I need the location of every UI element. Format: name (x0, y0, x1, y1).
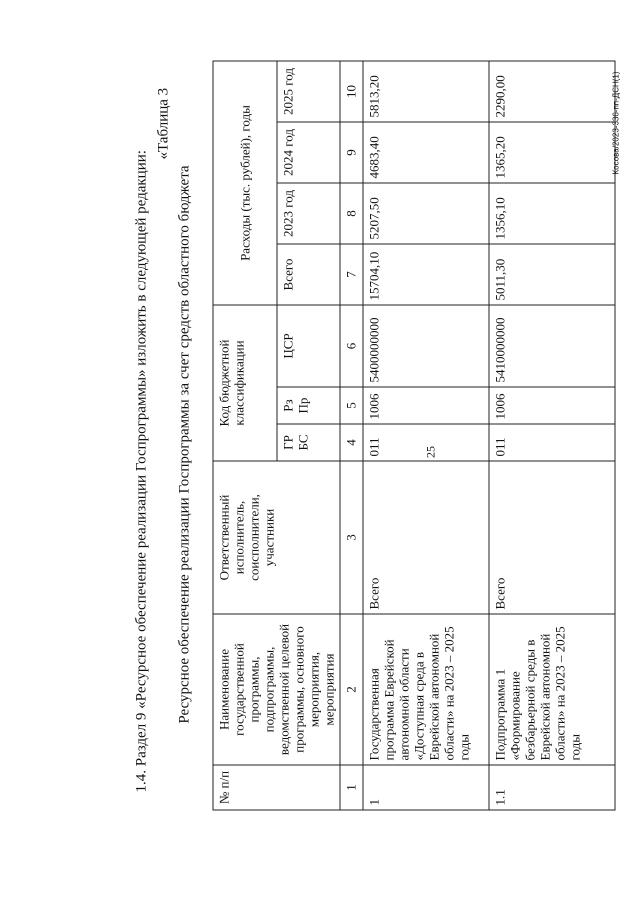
row-grbs: 011 (489, 424, 615, 461)
section-heading: 1.4. Раздел 9 «Ресурсное обеспечение реализации Госпрограммы» изложить в следующей редакции: (133, 150, 150, 793)
header-code-group: Код бюджетной классификации (213, 305, 277, 461)
col-number: 9 (340, 122, 363, 183)
header-num: № п/п (213, 765, 340, 810)
header-2024: 2024 год (277, 122, 341, 183)
table-row (363, 61, 489, 810)
header-name: Наименование государственной программы, подпрограммы, ведомственной целевой программы, основного мероприятия, мероприятия (213, 614, 340, 765)
col-number: 7 (340, 244, 363, 305)
row-rzpr: 1006 (363, 387, 489, 424)
row-2025: 2290,00 (489, 61, 615, 122)
header-expenses-group: Расходы (тыс. рублей), годы (213, 61, 277, 305)
row-total: 5011,30 (489, 244, 615, 305)
row-name: Государственная программа Еврейской автономной области «Доступная среда в Еврейской автономной области» на 2023 – 2025 годы (363, 614, 489, 765)
col-number: 4 (340, 424, 363, 461)
row-csr: 5400000000 (363, 305, 489, 387)
header-2025: 2025 год (277, 61, 341, 122)
col-number: 2 (340, 614, 363, 765)
row-2024: 4683,40 (363, 122, 489, 183)
header-2023: 2023 год (277, 183, 341, 244)
table-label: «Таблица 3 (155, 87, 172, 160)
document-footer: Косова/2023-336-пп-ДСН(1) (611, 71, 621, 175)
table-caption: Ресурсное обеспечение реализации Госпрограммы за счет средств областного бюджета (176, 165, 193, 724)
header-total: Всего (277, 244, 341, 305)
col-number: 3 (340, 461, 363, 614)
row-2023: 1356,10 (489, 183, 615, 244)
row-2024: 1365,20 (489, 122, 615, 183)
row-total: 15704,10 (363, 244, 489, 305)
col-number: 8 (340, 183, 363, 244)
table-row (489, 61, 615, 810)
col-number: 6 (340, 305, 363, 387)
row-grbs: 011 (363, 424, 489, 461)
row-rzpr: 1006 (489, 387, 615, 424)
header-grbs: ГР БС (277, 424, 341, 461)
col-number: 5 (340, 387, 363, 424)
header-responsible: Ответственный исполнитель, соисполнители, участники (213, 461, 340, 614)
row-num: 1 (363, 765, 489, 810)
row-csr: 5410000000 (489, 305, 615, 387)
header-csr: ЦСР (277, 305, 341, 387)
column-number-row (340, 61, 363, 810)
row-responsible: Всего (489, 461, 615, 614)
row-responsible: Всего (363, 461, 489, 614)
row-2025: 5813,20 (363, 61, 489, 122)
row-num: 1.1 (489, 765, 615, 810)
col-number: 10 (340, 61, 363, 122)
row-name: Подпрограмма 1 «Формирование безбарьерной среды в Еврейской автономной области» на 2023 – 2025 годы (489, 614, 615, 765)
col-number: 1 (340, 765, 363, 810)
page-number: 25 (423, 446, 438, 458)
rotated-page (1, 0, 640, 905)
header-rzpr: Рз Пр (277, 387, 341, 424)
resource-table (213, 61, 616, 811)
row-2023: 5207,50 (363, 183, 489, 244)
header-row-top (213, 61, 277, 810)
